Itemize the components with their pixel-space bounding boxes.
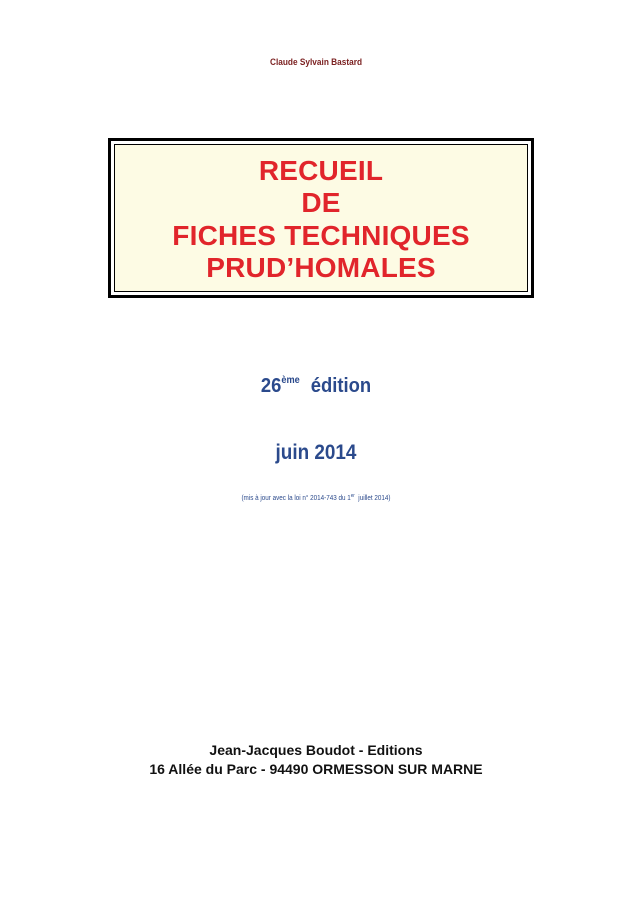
update-note-sup: er (350, 493, 355, 499)
edition-label (25, 375, 606, 398)
title-line-1: RECUEIL (258, 155, 384, 186)
title-line-4: PRUD’HOMALES (206, 252, 436, 283)
update-note-before: (mis à jour avec la loi n° 2014-743 du 1 (241, 495, 351, 502)
update-note-after: juillet 2014) (354, 495, 391, 502)
edition-word: édition (310, 375, 372, 397)
publication-date: juin 2014 (275, 441, 357, 464)
title-frame (108, 138, 534, 298)
title-panel (114, 144, 528, 292)
author-name: Claude Sylvain Bastard (269, 57, 363, 67)
title-line-2: DE (301, 187, 341, 218)
edition-number: 26 (260, 375, 282, 397)
title-line-3: FICHES TECHNIQUES (172, 220, 470, 251)
publisher-block (0, 741, 629, 779)
publisher-name: Jean-Jacques Boudot - Editions (209, 742, 423, 758)
publisher-address: 16 Allée du Parc - 94490 ORMESSON SUR MARNE (149, 761, 483, 777)
edition-suffix: ème (281, 375, 300, 386)
update-note (32, 493, 601, 502)
